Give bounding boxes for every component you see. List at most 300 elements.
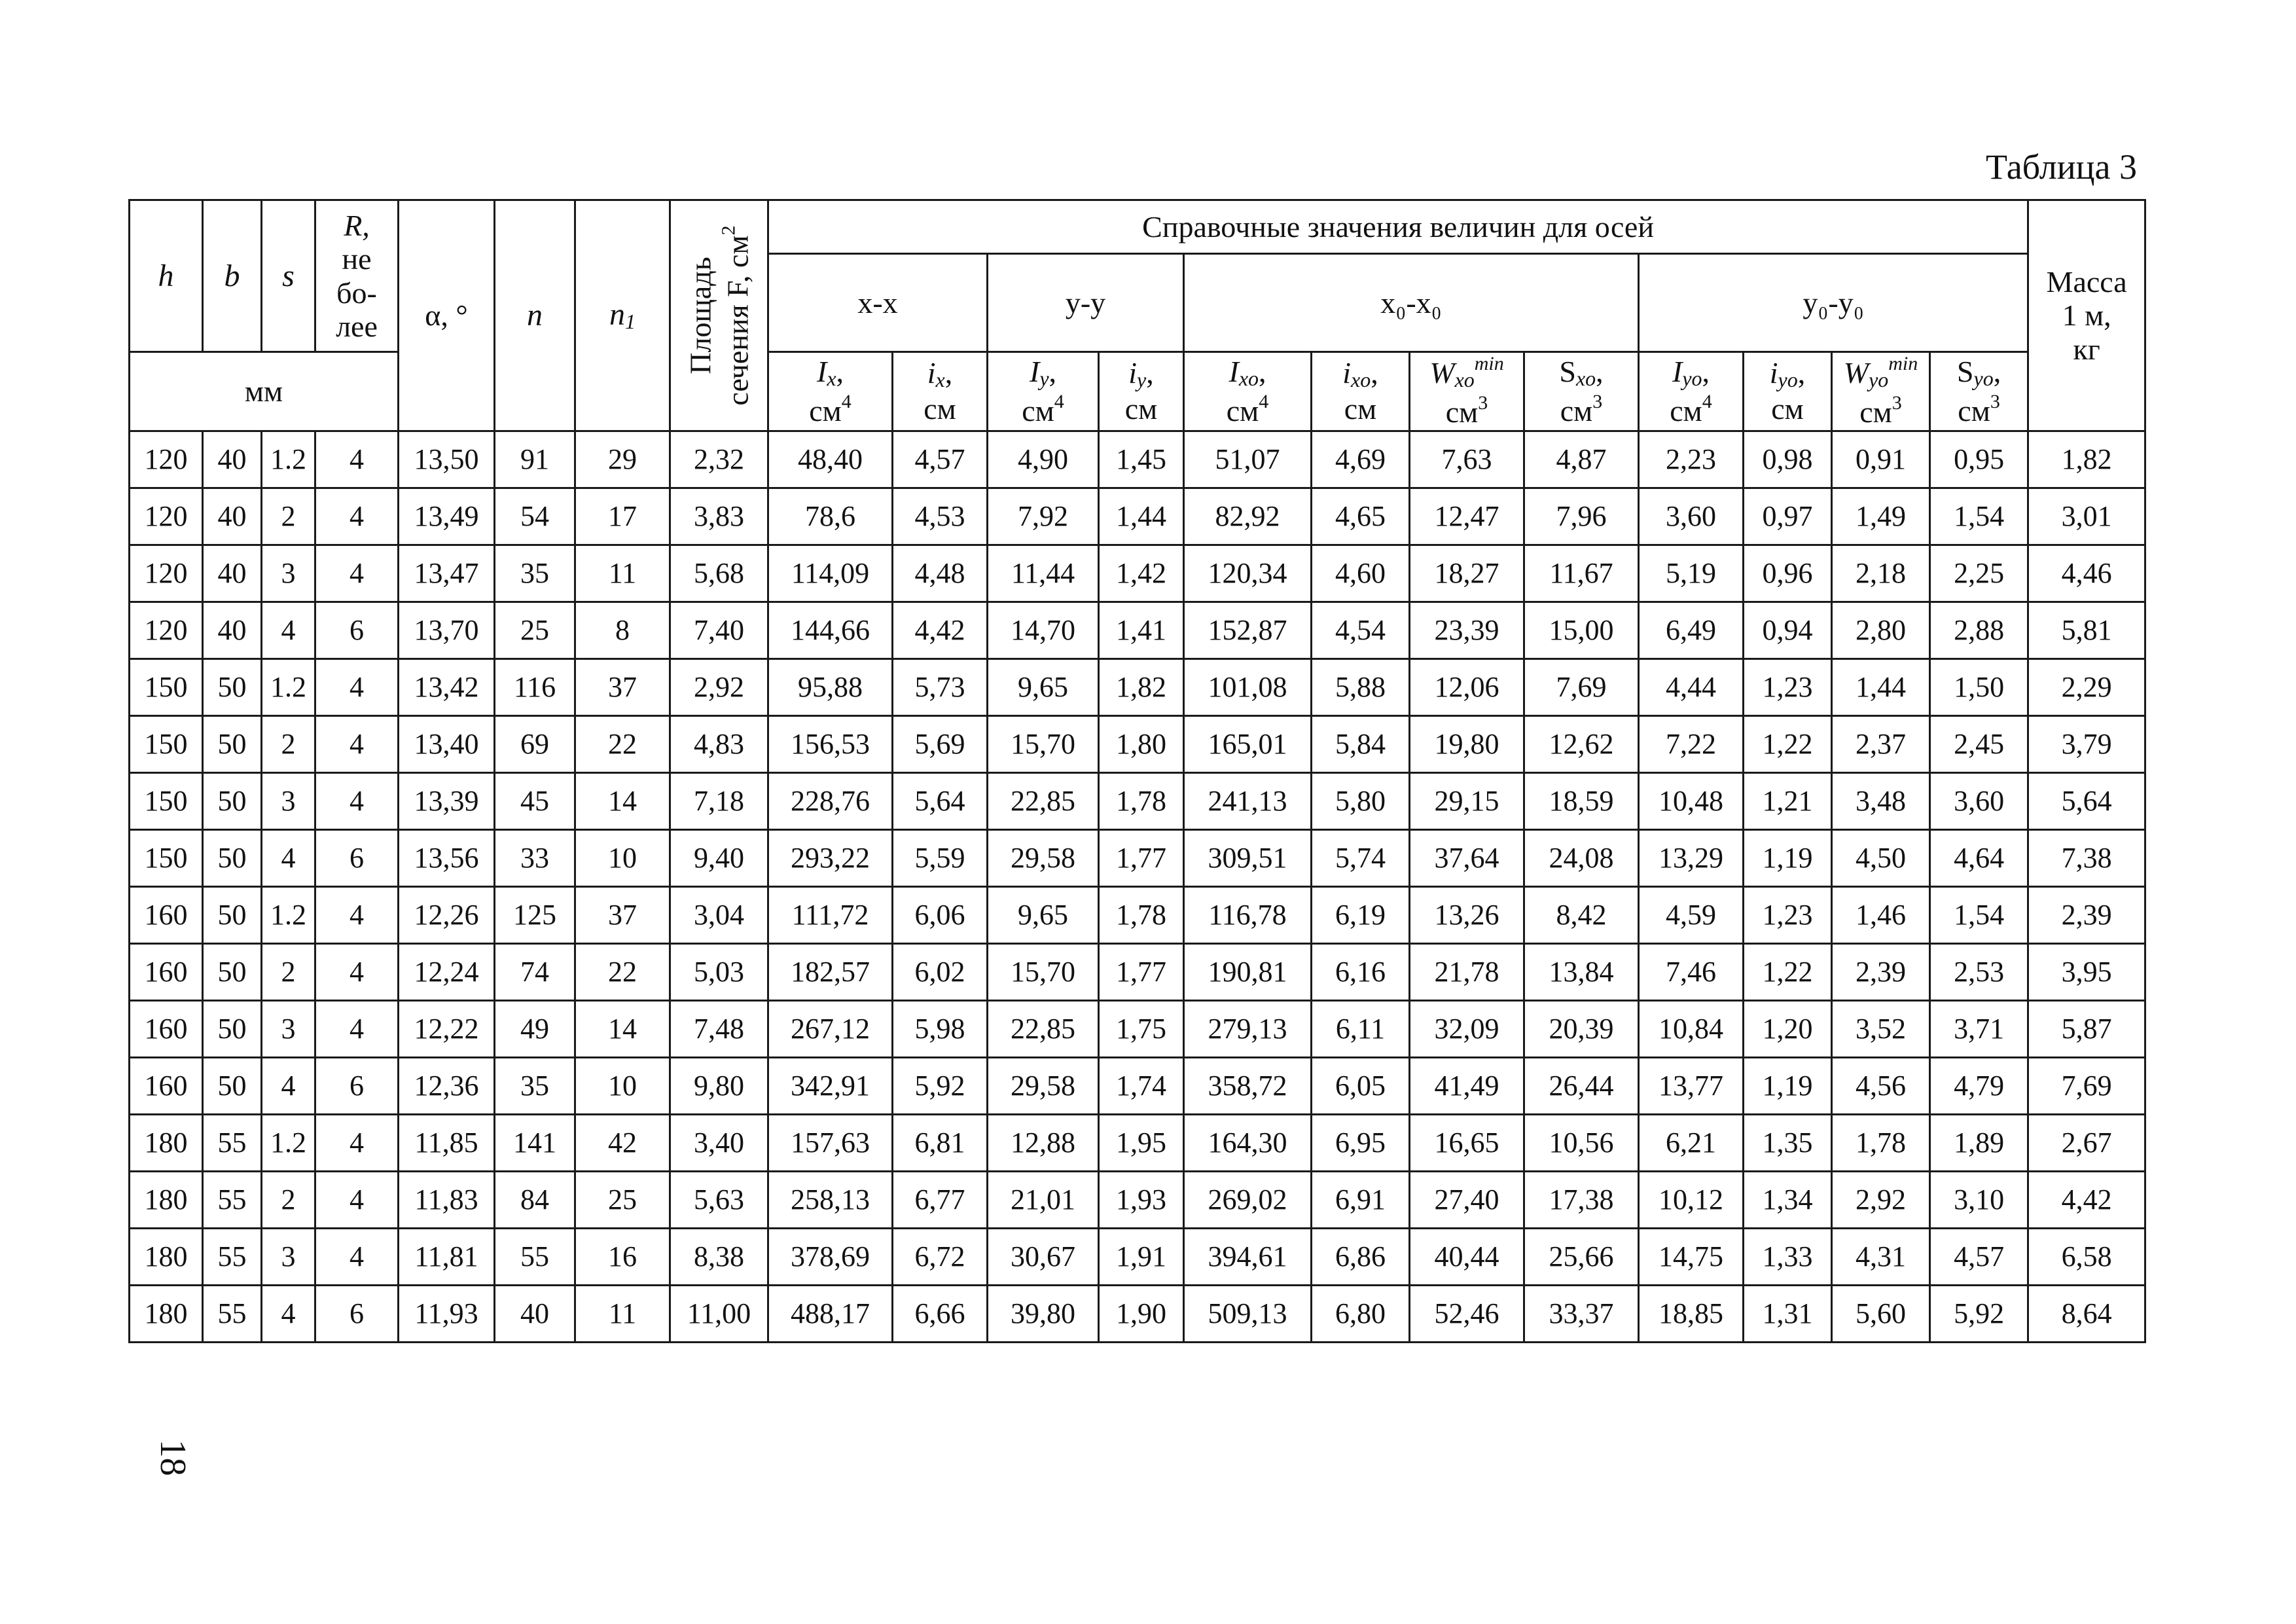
cell-iyo-moment: 10,48	[1639, 773, 1744, 830]
cell-ixo-moment: 358,72	[1184, 1058, 1312, 1115]
cell-n1: 29	[575, 431, 670, 488]
cell-ix-radius: 6,81	[893, 1115, 988, 1172]
cell-n1: 10	[575, 830, 670, 887]
cell-n1: 42	[575, 1115, 670, 1172]
cell-b: 50	[203, 659, 262, 716]
cell-ix-moment: 156,53	[768, 716, 893, 773]
cell-n: 74	[495, 944, 575, 1001]
cell-n: 69	[495, 716, 575, 773]
cell-n1: 22	[575, 944, 670, 1001]
cell-s: 3	[262, 1229, 315, 1286]
cell-alpha: 13,39	[399, 773, 495, 830]
cell-syo: 3,71	[1930, 1001, 2028, 1058]
cell-iyo-radius: 1,20	[1744, 1001, 1832, 1058]
table-body	[130, 431, 2145, 1343]
col-wxo-min-unit: см	[1445, 395, 1479, 429]
col-iy-radius-sub: y	[1137, 368, 1147, 392]
cell-iyo-radius: 1,19	[1744, 1058, 1832, 1115]
cell-area: 5,68	[670, 545, 768, 602]
cell-wxo-min: 32,09	[1410, 1001, 1524, 1058]
cell-iy-radius: 1,78	[1099, 773, 1184, 830]
cell-iyo-moment: 7,22	[1639, 716, 1744, 773]
header-area-line-2: сечения F, см	[720, 235, 754, 406]
cell-wxo-min: 52,46	[1410, 1286, 1524, 1343]
cell-b: 40	[203, 431, 262, 488]
col-iyo-moment: Iyo, $см^4$	[1639, 352, 1744, 431]
cell-n: 49	[495, 1001, 575, 1058]
cell-r: 4	[315, 773, 399, 830]
col-iy-moment-unit: см	[1022, 393, 1054, 427]
cell-ixo-moment: 82,92	[1184, 488, 1312, 545]
cell-n1: 22	[575, 716, 670, 773]
header-area-line-1: Площадь	[683, 257, 717, 374]
cell-h: 180	[130, 1286, 203, 1343]
cell-alpha: 13,70	[399, 602, 495, 659]
cell-wxo-min: 12,47	[1410, 488, 1524, 545]
col-wxo-min-sup: 3	[1478, 392, 1488, 414]
cell-h: 150	[130, 659, 203, 716]
cell-n: 55	[495, 1229, 575, 1286]
col-sxo: Sxo, $см^3$	[1524, 352, 1639, 431]
cell-ixo-moment: 394,61	[1184, 1229, 1312, 1286]
cell-ix-moment: 488,17	[768, 1286, 893, 1343]
header-r-line-1: R,	[344, 208, 370, 242]
cell-iy-moment: 15,70	[988, 716, 1099, 773]
cell-alpha: 11,85	[399, 1115, 495, 1172]
cell-n: 84	[495, 1172, 575, 1229]
cell-h: 120	[130, 545, 203, 602]
cell-n: 116	[495, 659, 575, 716]
cell-wxo-min: 7,63	[1410, 431, 1524, 488]
cell-iyo-moment: 4,44	[1639, 659, 1744, 716]
cell-iyo-radius: 0,96	[1744, 545, 1832, 602]
cell-h: 180	[130, 1172, 203, 1229]
cell-ixo-radius: 5,80	[1312, 773, 1410, 830]
cell-alpha: 12,26	[399, 887, 495, 944]
cell-iyo-radius: 1,23	[1744, 887, 1832, 944]
header-r-line-3: бо-	[336, 276, 377, 310]
cell-h: 120	[130, 602, 203, 659]
cell-wxo-min: 16,65	[1410, 1115, 1524, 1172]
cell-wyo-min: 1,46	[1832, 887, 1930, 944]
table-row	[130, 1229, 2145, 1286]
cell-iy-moment: 15,70	[988, 944, 1099, 1001]
cell-iyo-moment: 10,84	[1639, 1001, 1744, 1058]
col-wyo-min-sym: W	[1843, 356, 1869, 390]
cell-syo: 4,79	[1930, 1058, 2028, 1115]
cell-ixo-radius: 6,95	[1312, 1115, 1410, 1172]
cell-syo: 2,45	[1930, 716, 2028, 773]
col-wxo-min-min: min	[1474, 353, 1504, 375]
cell-iy-moment: 9,65	[988, 887, 1099, 944]
col-sxo-sup: 3	[1592, 390, 1603, 412]
cell-iy-radius: 1,75	[1099, 1001, 1184, 1058]
cell-n: 33	[495, 830, 575, 887]
cell-syo: 2,25	[1930, 545, 2028, 602]
cell-mass: 7,38	[2028, 830, 2145, 887]
cell-iyo-radius: 1,21	[1744, 773, 1832, 830]
cell-n: 45	[495, 773, 575, 830]
col-syo-sub: yo	[1973, 366, 1994, 390]
cell-wxo-min: 18,27	[1410, 545, 1524, 602]
cell-r: 6	[315, 602, 399, 659]
cell-iyo-radius: 1,33	[1744, 1229, 1832, 1286]
cell-iy-moment: 21,01	[988, 1172, 1099, 1229]
cell-mass: 8,64	[2028, 1286, 2145, 1343]
cell-sxo: 8,42	[1524, 887, 1639, 944]
cell-h: 180	[130, 1115, 203, 1172]
col-iy-moment: Iy, $см^4$	[988, 352, 1099, 431]
col-ix-radius: ix, см	[893, 352, 988, 431]
col-ixo-radius: ixo, см	[1312, 352, 1410, 431]
cell-iyo-radius: 0,94	[1744, 602, 1832, 659]
col-syo-sym: S	[1956, 354, 1974, 388]
col-ix-moment-sub: x	[827, 366, 836, 390]
cell-ixo-moment: 116,78	[1184, 887, 1312, 944]
cell-iy-moment: 29,58	[988, 830, 1099, 887]
table-row	[130, 1001, 2145, 1058]
cell-ixo-moment: 269,02	[1184, 1172, 1312, 1229]
cell-alpha: 12,24	[399, 944, 495, 1001]
cell-iyo-moment: 2,23	[1639, 431, 1744, 488]
cell-ixo-moment: 279,13	[1184, 1001, 1312, 1058]
cell-ix-radius: 5,69	[893, 716, 988, 773]
header-r-line-4: лее	[336, 310, 378, 344]
header-area-sup: 2	[717, 225, 739, 236]
cell-s: 1.2	[262, 659, 315, 716]
cell-iy-moment: 14,70	[988, 602, 1099, 659]
cell-s: 2	[262, 488, 315, 545]
cell-iy-radius: 1,74	[1099, 1058, 1184, 1115]
header-mass-line-3: кг	[2073, 332, 2100, 366]
cell-mass: 2,67	[2028, 1115, 2145, 1172]
cell-ixo-radius: 6,86	[1312, 1229, 1410, 1286]
cell-iyo-moment: 13,29	[1639, 830, 1744, 887]
cell-wxo-min: 40,44	[1410, 1229, 1524, 1286]
cell-ixo-radius: 5,84	[1312, 716, 1410, 773]
col-iy-moment-sup: 4	[1054, 390, 1064, 412]
cell-h: 160	[130, 944, 203, 1001]
cell-iy-moment: 11,44	[988, 545, 1099, 602]
cell-ix-moment: 293,22	[768, 830, 893, 887]
cell-iyo-radius: 1,22	[1744, 716, 1832, 773]
cell-area: 5,03	[670, 944, 768, 1001]
cell-mass: 1,82	[2028, 431, 2145, 488]
cell-r: 4	[315, 488, 399, 545]
cell-iyo-radius: 1,31	[1744, 1286, 1832, 1343]
col-ixo-moment-sub: xo	[1238, 366, 1259, 390]
cell-s: 4	[262, 1058, 315, 1115]
cell-n1: 17	[575, 488, 670, 545]
col-wyo-min-sub: yo	[1869, 368, 1889, 392]
cell-n1: 16	[575, 1229, 670, 1286]
cell-n1: 14	[575, 1001, 670, 1058]
header-n1-sub: 1	[625, 310, 636, 334]
col-ix-moment-unit: см	[809, 393, 842, 427]
header-area	[670, 200, 768, 431]
header-r-line-2: не	[342, 242, 372, 276]
axis-x0-x0: x₀-x₀	[1184, 254, 1639, 352]
cell-ix-moment: 267,12	[768, 1001, 893, 1058]
cell-sxo: 13,84	[1524, 944, 1639, 1001]
cell-b: 50	[203, 773, 262, 830]
cell-h: 160	[130, 1001, 203, 1058]
cell-wyo-min: 1,78	[1832, 1115, 1930, 1172]
cell-n: 125	[495, 887, 575, 944]
cell-ix-moment: 111,72	[768, 887, 893, 944]
cell-ix-radius: 6,06	[893, 887, 988, 944]
cell-sxo: 33,37	[1524, 1286, 1639, 1343]
cell-h: 150	[130, 773, 203, 830]
header-alpha: α, °	[399, 200, 495, 431]
cell-ixo-radius: 6,91	[1312, 1172, 1410, 1229]
cell-n1: 37	[575, 887, 670, 944]
col-iyo-radius: iyo, см	[1744, 352, 1832, 431]
cell-h: 180	[130, 1229, 203, 1286]
cell-sxo: 24,08	[1524, 830, 1639, 887]
cell-wyo-min: 1,49	[1832, 488, 1930, 545]
cell-iyo-moment: 6,21	[1639, 1115, 1744, 1172]
cell-ix-moment: 258,13	[768, 1172, 893, 1229]
cell-b: 50	[203, 830, 262, 887]
cell-ixo-radius: 6,16	[1312, 944, 1410, 1001]
cell-iy-moment: 9,65	[988, 659, 1099, 716]
table-row	[130, 944, 2145, 1001]
cell-sxo: 18,59	[1524, 773, 1639, 830]
cell-n1: 14	[575, 773, 670, 830]
cell-s: 1.2	[262, 431, 315, 488]
cell-iy-radius: 1,45	[1099, 431, 1184, 488]
col-wyo-min	[1832, 352, 1930, 431]
col-wyo-min-sup: 3	[1892, 392, 1902, 414]
cell-s: 2	[262, 716, 315, 773]
header-n1-symbol: n	[609, 297, 625, 333]
header-reference: Справочные значения величин для осей	[768, 200, 2028, 254]
col-sxo-sym: S	[1559, 354, 1576, 388]
cell-h: 160	[130, 887, 203, 944]
cell-mass: 4,46	[2028, 545, 2145, 602]
cell-iyo-moment: 6,49	[1639, 602, 1744, 659]
col-syo-sup: 3	[1990, 390, 2000, 412]
cell-mass: 5,87	[2028, 1001, 2145, 1058]
cell-ixo-radius: 5,88	[1312, 659, 1410, 716]
cell-mass: 5,81	[2028, 602, 2145, 659]
cell-s: 4	[262, 830, 315, 887]
cell-syo: 1,89	[1930, 1115, 2028, 1172]
cell-alpha: 13,42	[399, 659, 495, 716]
table-caption: Таблица 3	[1986, 147, 2137, 187]
cell-alpha: 13,50	[399, 431, 495, 488]
cell-ix-moment: 95,88	[768, 659, 893, 716]
col-ix-moment-sup: 4	[841, 390, 852, 412]
cell-sxo: 15,00	[1524, 602, 1639, 659]
cell-area: 5,63	[670, 1172, 768, 1229]
cell-wyo-min: 2,80	[1832, 602, 1930, 659]
cell-iy-radius: 1,41	[1099, 602, 1184, 659]
table-row	[130, 1058, 2145, 1115]
cell-wxo-min: 13,26	[1410, 887, 1524, 944]
cell-ixo-radius: 5,74	[1312, 830, 1410, 887]
cell-wyo-min: 4,56	[1832, 1058, 1930, 1115]
cell-ixo-moment: 509,13	[1184, 1286, 1312, 1343]
cell-mass: 2,39	[2028, 887, 2145, 944]
cell-iy-moment: 22,85	[988, 773, 1099, 830]
cell-wxo-min: 29,15	[1410, 773, 1524, 830]
axis-y0-y0: y₀-y₀	[1639, 254, 2028, 352]
cell-ixo-radius: 4,65	[1312, 488, 1410, 545]
cell-iy-moment: 12,88	[988, 1115, 1099, 1172]
header-n1	[575, 200, 670, 431]
cell-n1: 8	[575, 602, 670, 659]
cell-alpha: 11,81	[399, 1229, 495, 1286]
cell-ixo-moment: 152,87	[1184, 602, 1312, 659]
cell-ix-radius: 5,64	[893, 773, 988, 830]
cell-mass: 3,95	[2028, 944, 2145, 1001]
cell-b: 55	[203, 1286, 262, 1343]
col-ixo-radius-unit: см	[1344, 392, 1377, 426]
col-ix-radius-sym: i	[927, 356, 936, 390]
cell-wyo-min: 2,37	[1832, 716, 1930, 773]
cell-ixo-moment: 120,34	[1184, 545, 1312, 602]
cell-iyo-radius: 0,97	[1744, 488, 1832, 545]
cell-b: 55	[203, 1115, 262, 1172]
cell-ix-moment: 144,66	[768, 602, 893, 659]
cell-iyo-radius: 1,34	[1744, 1172, 1832, 1229]
table-row	[130, 488, 2145, 545]
col-ixo-radius-sym: i	[1342, 356, 1352, 390]
cell-s: 4	[262, 602, 315, 659]
cell-wxo-min: 37,64	[1410, 830, 1524, 887]
cell-n: 25	[495, 602, 575, 659]
cell-sxo: 7,96	[1524, 488, 1639, 545]
cell-ixo-radius: 4,54	[1312, 602, 1410, 659]
cell-syo: 2,88	[1930, 602, 2028, 659]
cell-wyo-min: 1,44	[1832, 659, 1930, 716]
cell-ixo-moment: 164,30	[1184, 1115, 1312, 1172]
cell-wyo-min: 2,18	[1832, 545, 1930, 602]
col-iy-radius-sym: i	[1128, 356, 1138, 390]
cell-mass: 4,42	[2028, 1172, 2145, 1229]
cell-sxo: 26,44	[1524, 1058, 1639, 1115]
cell-ixo-moment: 241,13	[1184, 773, 1312, 830]
header-s: s	[262, 200, 315, 352]
cell-ix-radius: 4,42	[893, 602, 988, 659]
cell-s: 1.2	[262, 887, 315, 944]
cell-area: 7,48	[670, 1001, 768, 1058]
cell-alpha: 13,47	[399, 545, 495, 602]
cell-b: 40	[203, 545, 262, 602]
cell-ix-moment: 78,6	[768, 488, 893, 545]
header-mass	[2028, 200, 2145, 431]
header-mass-line-1: Масса	[2046, 264, 2127, 298]
cell-ix-radius: 4,57	[893, 431, 988, 488]
col-iyo-moment-unit: см	[1670, 393, 1702, 427]
cell-h: 150	[130, 830, 203, 887]
cell-area: 8,38	[670, 1229, 768, 1286]
col-wxo-min-sym: W	[1429, 356, 1455, 390]
cell-area: 2,32	[670, 431, 768, 488]
cell-sxo: 7,69	[1524, 659, 1639, 716]
cell-iy-radius: 1,42	[1099, 545, 1184, 602]
cell-b: 50	[203, 887, 262, 944]
cell-iy-radius: 1,91	[1099, 1229, 1184, 1286]
cell-mass: 2,29	[2028, 659, 2145, 716]
cell-ixo-radius: 6,11	[1312, 1001, 1410, 1058]
header-mass-line-2: 1 м,	[2062, 298, 2111, 333]
cell-area: 7,40	[670, 602, 768, 659]
cell-h: 160	[130, 1058, 203, 1115]
cell-alpha: 11,93	[399, 1286, 495, 1343]
cell-alpha: 12,36	[399, 1058, 495, 1115]
col-ixo-moment-sym: I	[1229, 354, 1239, 388]
cell-wxo-min: 21,78	[1410, 944, 1524, 1001]
cell-iy-moment: 30,67	[988, 1229, 1099, 1286]
cell-mass: 6,58	[2028, 1229, 2145, 1286]
cell-iy-radius: 1,77	[1099, 830, 1184, 887]
cell-n1: 11	[575, 1286, 670, 1343]
cell-iy-radius: 1,95	[1099, 1115, 1184, 1172]
col-iyo-radius-sym: i	[1769, 356, 1778, 390]
cell-wyo-min: 2,39	[1832, 944, 1930, 1001]
cell-ix-radius: 5,98	[893, 1001, 988, 1058]
cell-ixo-radius: 4,69	[1312, 431, 1410, 488]
col-iy-moment-sym: I	[1029, 354, 1040, 388]
cell-wxo-min: 41,49	[1410, 1058, 1524, 1115]
cell-iy-radius: 1,78	[1099, 887, 1184, 944]
cell-iy-radius: 1,77	[1099, 944, 1184, 1001]
cell-syo: 5,92	[1930, 1286, 2028, 1343]
cell-iyo-moment: 4,59	[1639, 887, 1744, 944]
cell-sxo: 20,39	[1524, 1001, 1639, 1058]
cell-s: 3	[262, 773, 315, 830]
col-sxo-unit: см	[1560, 393, 1593, 427]
cell-n: 40	[495, 1286, 575, 1343]
col-ix-radius-unit: см	[924, 392, 956, 426]
table-row	[130, 431, 2145, 488]
cell-b: 50	[203, 1001, 262, 1058]
cell-wyo-min: 4,50	[1832, 830, 1930, 887]
cell-h: 150	[130, 716, 203, 773]
cell-r: 4	[315, 716, 399, 773]
col-sxo-sub: xo	[1575, 366, 1596, 390]
col-iyo-moment-sub: yo	[1682, 366, 1702, 390]
cell-mass: 3,79	[2028, 716, 2145, 773]
cell-wxo-min: 23,39	[1410, 602, 1524, 659]
cell-iyo-moment: 14,75	[1639, 1229, 1744, 1286]
cell-b: 50	[203, 716, 262, 773]
table-row	[130, 1286, 2145, 1343]
cell-ixo-moment: 309,51	[1184, 830, 1312, 887]
cell-area: 3,83	[670, 488, 768, 545]
table-row	[130, 773, 2145, 830]
cell-iyo-radius: 1,19	[1744, 830, 1832, 887]
col-syo-unit: см	[1958, 393, 1990, 427]
cell-alpha: 13,56	[399, 830, 495, 887]
cell-iyo-radius: 1,22	[1744, 944, 1832, 1001]
cell-iyo-moment: 18,85	[1639, 1286, 1744, 1343]
cell-s: 3	[262, 545, 315, 602]
cell-iy-moment: 29,58	[988, 1058, 1099, 1115]
cell-area: 11,00	[670, 1286, 768, 1343]
col-ix-radius-sub: x	[935, 368, 945, 392]
cell-sxo: 25,66	[1524, 1229, 1639, 1286]
table-row	[130, 1115, 2145, 1172]
cell-area: 3,40	[670, 1115, 768, 1172]
cell-iyo-radius: 0,98	[1744, 431, 1832, 488]
cell-sxo: 12,62	[1524, 716, 1639, 773]
cell-r: 4	[315, 545, 399, 602]
cell-ix-radius: 6,77	[893, 1172, 988, 1229]
